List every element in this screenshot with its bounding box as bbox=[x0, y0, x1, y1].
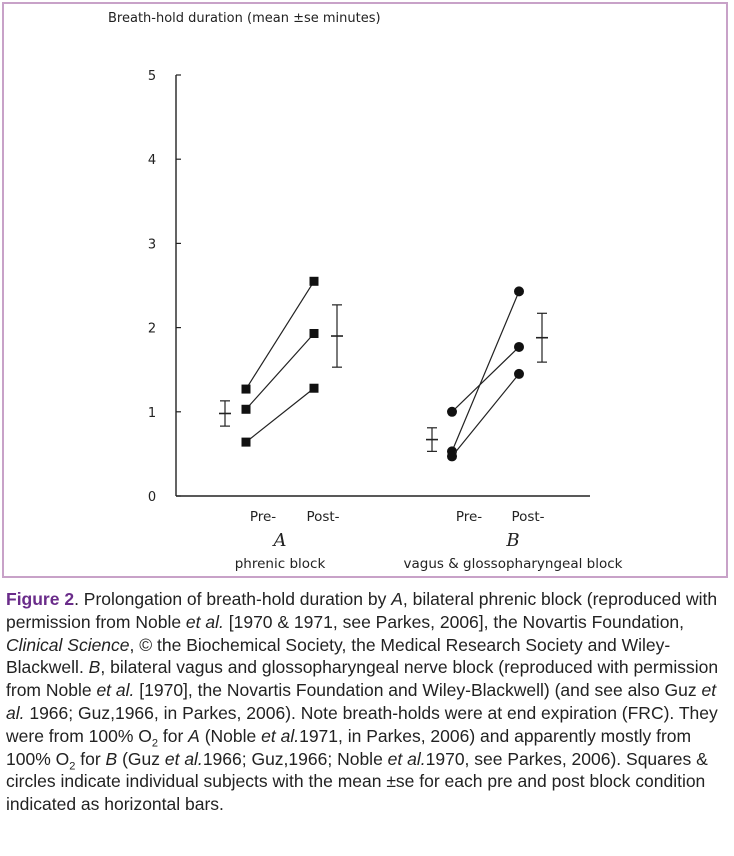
subject-line bbox=[452, 374, 519, 457]
panels bbox=[219, 277, 623, 572]
data-point-circle bbox=[447, 451, 457, 461]
caption-italic: Clinical Science bbox=[6, 634, 130, 655]
panel-B bbox=[404, 286, 623, 572]
caption-text: 1966; Guz,1966; Noble bbox=[202, 748, 388, 769]
caption-italic: et al. bbox=[96, 680, 135, 701]
data-point-circle bbox=[514, 342, 524, 352]
x-category-label: Post- bbox=[306, 509, 340, 525]
caption-text: , bilateral phrenic block (reproduced with permission from Noble bbox=[6, 589, 718, 632]
y-tick-label: 2 bbox=[147, 321, 157, 337]
caption-italic: et al. bbox=[185, 611, 224, 632]
data-point-square bbox=[310, 277, 319, 286]
y-tick-label: 0 bbox=[147, 490, 157, 505]
data-point-square bbox=[310, 329, 319, 338]
figure-caption bbox=[6, 588, 730, 816]
caption-text: , bilateral vagus and glossopharyngeal nerve block (reproduced with permission from Noble bbox=[6, 657, 719, 701]
caption-italic: B bbox=[88, 657, 101, 678]
caption-text: 1970, see Parkes, 2006). Squares & circles indicate individual subjects with the mean ±se for each pre and post block condition indicated as horizontal bars. bbox=[6, 748, 708, 815]
panel-letter: A bbox=[273, 530, 287, 551]
subject-line bbox=[452, 291, 519, 451]
data-point-circle bbox=[514, 286, 524, 296]
caption-text: . Prolongation of breath-hold duration by bbox=[74, 589, 392, 609]
y-axis-title: Breath-hold duration (mean ±se minutes) bbox=[108, 11, 381, 26]
caption-subscript: 2 bbox=[151, 737, 159, 750]
y-tick-label: 5 bbox=[147, 69, 157, 84]
data-point-square bbox=[310, 384, 319, 393]
caption-text: 1971, in Parkes, 2006) and apparently mostly from 100% O bbox=[6, 725, 692, 769]
subject-line bbox=[246, 333, 314, 409]
caption-italic: et al. bbox=[6, 680, 717, 723]
data-point-square bbox=[242, 438, 251, 447]
caption-italic: et al. bbox=[164, 748, 203, 769]
caption-italic: A bbox=[391, 589, 403, 609]
subject-line bbox=[246, 388, 314, 442]
x-category-label: Pre- bbox=[455, 509, 483, 525]
data-point-circle bbox=[447, 407, 457, 417]
caption-text: (Guz bbox=[117, 748, 165, 769]
panel-A bbox=[219, 277, 343, 572]
data-point-circle bbox=[514, 369, 524, 379]
panel-letter: B bbox=[506, 530, 520, 551]
caption-italic: A bbox=[188, 725, 200, 746]
caption-subscript: 2 bbox=[69, 760, 76, 773]
caption-text: , © the Biochemical Society, the Medical Research Society and Wiley-Blackwell. bbox=[6, 634, 671, 678]
y-tick-label: 4 bbox=[147, 153, 157, 169]
caption-text: for bbox=[158, 725, 189, 746]
caption-label: Figure 2 bbox=[6, 589, 75, 609]
panel-name: phrenic block bbox=[234, 556, 326, 572]
caption-text: for bbox=[75, 748, 106, 769]
panel-name: vagus & glossopharyngeal block bbox=[403, 556, 623, 572]
caption-text: [1970], the Novartis Foundation and Wiley-Blackwell) (and see also Guz bbox=[134, 680, 702, 701]
caption-text: (Noble bbox=[199, 725, 262, 746]
x-category-label: Post- bbox=[511, 509, 545, 525]
caption-italic: B bbox=[105, 748, 118, 769]
caption-text: 1966; Guz,1966, in Parkes, 2006). Note breath-holds were at end expiration (FRC). They were from 100% O bbox=[6, 702, 718, 746]
x-category-label: Pre- bbox=[249, 509, 277, 525]
subject-line bbox=[246, 281, 314, 389]
data-point-square bbox=[242, 385, 251, 394]
data-point-square bbox=[242, 405, 251, 414]
subject-line bbox=[452, 347, 519, 412]
caption-text: [1970 & 1971, see Parkes, 2006], the Novartis Foundation, bbox=[223, 611, 685, 632]
caption-italic: et al. bbox=[387, 748, 426, 769]
y-tick-label: 3 bbox=[147, 237, 157, 253]
y-tick-label: 1 bbox=[147, 405, 157, 421]
caption-italic: et al. bbox=[261, 725, 300, 746]
